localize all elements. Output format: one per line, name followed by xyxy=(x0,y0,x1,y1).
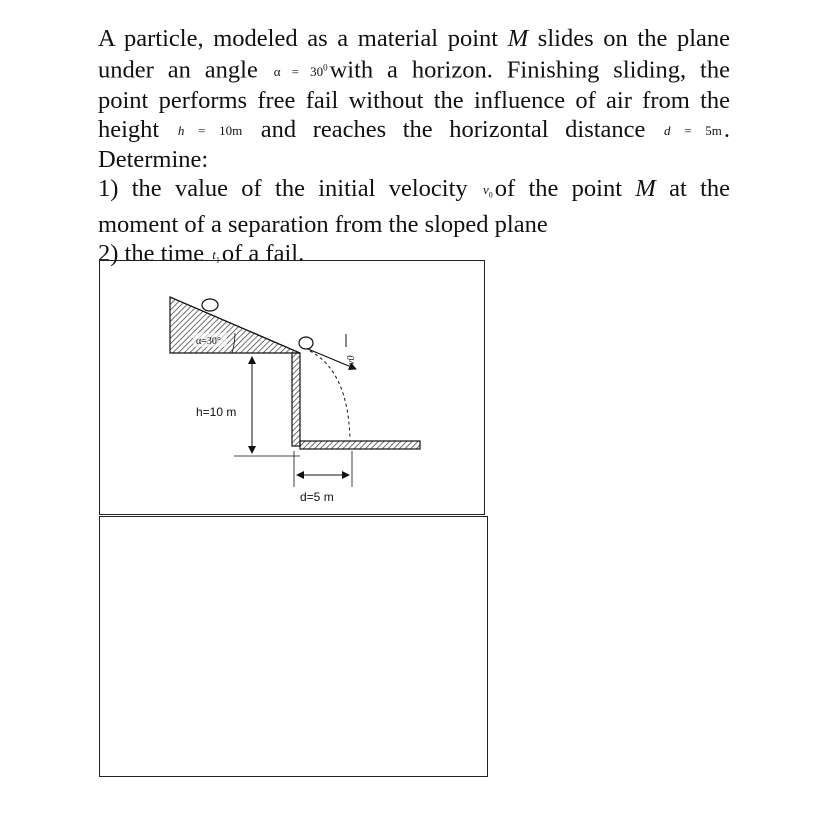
t-subscript: 1 xyxy=(215,255,220,265)
v-symbol: v xyxy=(482,182,489,198)
angle-label: α=30° xyxy=(196,336,221,347)
height-label: h=10 m xyxy=(196,405,237,419)
particle-at-edge xyxy=(299,337,313,349)
problem-line-4 xyxy=(98,115,730,145)
alpha-symbol: α xyxy=(273,63,281,79)
d-symbol: d xyxy=(664,122,671,138)
height-formula xyxy=(178,123,242,138)
angle-formula xyxy=(274,64,328,79)
distance-value: = 5m xyxy=(684,122,722,138)
problem-statement xyxy=(98,24,730,275)
question-1-line-1 xyxy=(98,174,730,210)
determine-heading: Determine: xyxy=(98,146,209,174)
text-fragment: of the point xyxy=(494,175,623,203)
equals-sign: = xyxy=(291,63,299,79)
text-fragment: at the xyxy=(669,175,731,203)
ground-surface xyxy=(300,441,420,449)
height-value: = 10m xyxy=(198,122,243,138)
problem-line-3 xyxy=(98,86,730,115)
text-fragment: and reaches the horizontal distance xyxy=(260,115,646,143)
distance-formula xyxy=(664,123,722,138)
text-fragment: slides on the plane xyxy=(537,25,731,52)
h-symbol: h xyxy=(177,122,185,138)
problem-line-5 xyxy=(98,145,730,174)
text-fragment: of a fail. xyxy=(221,240,305,268)
text-fragment: point performs free fail without the influence of air from the xyxy=(98,86,730,114)
text-fragment: with a horizon. Finishing sliding, the xyxy=(329,56,730,84)
text-fragment: 1) the value of the initial velocity xyxy=(98,175,468,203)
period: . xyxy=(723,115,730,143)
distance-label: d=5 m xyxy=(300,490,334,504)
point-symbol: M xyxy=(635,175,656,203)
angle-value: 30 xyxy=(310,63,324,79)
t-symbol: t xyxy=(212,247,216,263)
answer-box xyxy=(99,516,488,777)
v-subscript: 0 xyxy=(488,190,493,200)
problem-line-1 xyxy=(98,24,730,53)
text-fragment: 2) the time xyxy=(98,240,205,268)
velocity-label: v0 xyxy=(346,355,357,365)
text-fragment: height xyxy=(98,115,160,143)
text-fragment: under an angle xyxy=(98,56,258,84)
particle-on-slope xyxy=(202,299,218,311)
text-fragment: moment of a separation from the sloped plane xyxy=(98,211,548,239)
v0-formula xyxy=(482,182,493,200)
problem-line-2 xyxy=(98,53,730,86)
figure-box xyxy=(99,260,485,515)
diagram xyxy=(100,261,484,514)
question-1-line-2 xyxy=(98,210,730,239)
text-fragment: A particle, modeled as a material point xyxy=(98,25,499,52)
degree-mark: 0 xyxy=(323,62,328,73)
vertical-wall xyxy=(292,353,300,446)
point-symbol: M xyxy=(507,25,529,52)
